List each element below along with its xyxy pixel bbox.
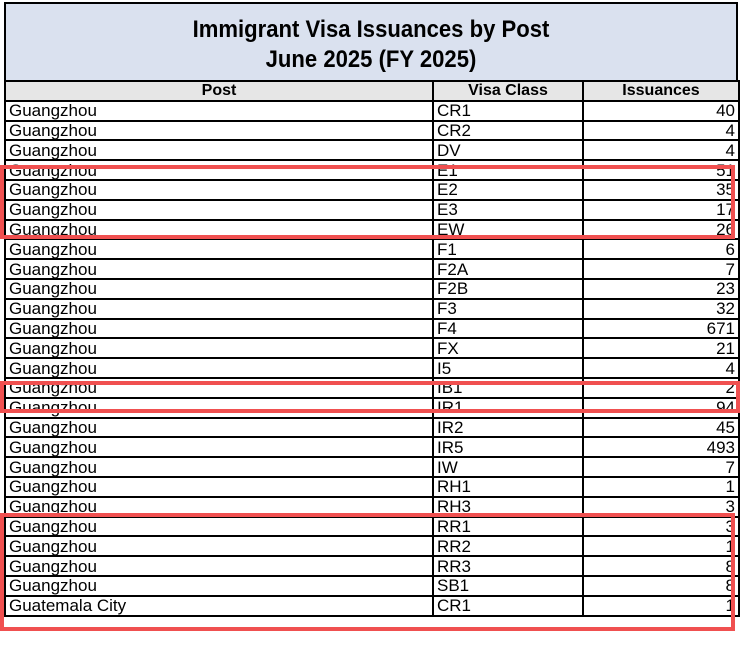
cell-visa-class: RH3 — [433, 497, 583, 517]
table-row — [5, 140, 739, 160]
cell-visa-class: IB1 — [433, 378, 583, 398]
cell-issuances: 1 — [583, 477, 739, 497]
cell-issuances: 26 — [583, 220, 739, 240]
cell-post: Guangzhou — [5, 239, 433, 259]
table-row — [5, 160, 739, 180]
table-row — [5, 536, 739, 556]
visa-issuance-document — [4, 2, 738, 617]
cell-visa-class: CR2 — [433, 121, 583, 141]
table-row — [5, 418, 739, 438]
table-row — [5, 279, 739, 299]
table-row — [5, 358, 739, 378]
cell-issuances: 7 — [583, 259, 739, 279]
header-issuances: Issuances — [583, 81, 739, 101]
table-row — [5, 239, 739, 259]
cell-post: Guangzhou — [5, 437, 433, 457]
cell-visa-class: I5 — [433, 358, 583, 378]
cell-post: Guangzhou — [5, 200, 433, 220]
table-row — [5, 497, 739, 517]
cell-post: Guangzhou — [5, 279, 433, 299]
cell-visa-class: IR2 — [433, 418, 583, 438]
cell-post: Guangzhou — [5, 180, 433, 200]
cell-post: Guangzhou — [5, 121, 433, 141]
cell-post: Guangzhou — [5, 140, 433, 160]
cell-issuances: 671 — [583, 319, 739, 339]
title-line-1: Immigrant Visa Issuances by Post — [192, 16, 550, 43]
cell-issuances: 3 — [583, 517, 739, 537]
cell-issuances: 3 — [583, 497, 739, 517]
cell-issuances: 1 — [583, 596, 739, 616]
cell-post: Guangzhou — [5, 536, 433, 556]
cell-visa-class: FX — [433, 338, 583, 358]
table-row — [5, 398, 739, 418]
cell-issuances: 45 — [583, 418, 739, 438]
cell-visa-class: IR5 — [433, 437, 583, 457]
table-row — [5, 576, 739, 596]
cell-visa-class: RH1 — [433, 477, 583, 497]
cell-post: Guangzhou — [5, 259, 433, 279]
cell-issuances: 94 — [583, 398, 739, 418]
table-row — [5, 477, 739, 497]
cell-visa-class: RR2 — [433, 536, 583, 556]
cell-post: Guangzhou — [5, 576, 433, 596]
table-row — [5, 556, 739, 576]
document-title — [4, 2, 738, 80]
cell-issuances: 17 — [583, 200, 739, 220]
cell-issuances: 23 — [583, 279, 739, 299]
cell-issuances: 4 — [583, 358, 739, 378]
cell-post: Guangzhou — [5, 160, 433, 180]
cell-visa-class: IR1 — [433, 398, 583, 418]
cell-visa-class: CR1 — [433, 101, 583, 121]
cell-visa-class: SB1 — [433, 576, 583, 596]
cell-visa-class: E3 — [433, 200, 583, 220]
table-row — [5, 220, 739, 240]
cell-post: Guatemala City — [5, 596, 433, 616]
cell-post: Guangzhou — [5, 319, 433, 339]
cell-issuances: 32 — [583, 299, 739, 319]
cell-post: Guangzhou — [5, 556, 433, 576]
table-row — [5, 319, 739, 339]
cell-visa-class: F2A — [433, 259, 583, 279]
table-row — [5, 259, 739, 279]
table-row — [5, 121, 739, 141]
cell-visa-class: CR1 — [433, 596, 583, 616]
header-post: Post — [5, 81, 433, 101]
cell-issuances: 2 — [583, 378, 739, 398]
cell-visa-class: RR1 — [433, 517, 583, 537]
header-row — [5, 81, 739, 101]
header-visa-class: Visa Class — [433, 81, 583, 101]
cell-post: Guangzhou — [5, 418, 433, 438]
table-row — [5, 457, 739, 477]
cell-issuances: 35 — [583, 180, 739, 200]
cell-issuances: 493 — [583, 437, 739, 457]
cell-post: Guangzhou — [5, 101, 433, 121]
cell-issuances: 6 — [583, 239, 739, 259]
cell-visa-class: F3 — [433, 299, 583, 319]
cell-post: Guangzhou — [5, 497, 433, 517]
table-row — [5, 596, 739, 616]
table-row — [5, 299, 739, 319]
table-row — [5, 437, 739, 457]
cell-issuances: 7 — [583, 457, 739, 477]
title-line-2: June 2025 (FY 2025) — [265, 46, 477, 73]
table-row — [5, 378, 739, 398]
cell-visa-class: IW — [433, 457, 583, 477]
table-row — [5, 180, 739, 200]
cell-issuances: 51 — [583, 160, 739, 180]
cell-issuances: 4 — [583, 121, 739, 141]
cell-issuances: 40 — [583, 101, 739, 121]
cell-visa-class: DV — [433, 140, 583, 160]
cell-visa-class: F4 — [433, 319, 583, 339]
cell-post: Guangzhou — [5, 338, 433, 358]
cell-visa-class: F1 — [433, 239, 583, 259]
cell-issuances: 1 — [583, 536, 739, 556]
cell-post: Guangzhou — [5, 378, 433, 398]
cell-post: Guangzhou — [5, 457, 433, 477]
table-row — [5, 338, 739, 358]
cell-visa-class: E1 — [433, 160, 583, 180]
table-row — [5, 517, 739, 537]
cell-visa-class: RR3 — [433, 556, 583, 576]
cell-post: Guangzhou — [5, 299, 433, 319]
cell-visa-class: F2B — [433, 279, 583, 299]
cell-visa-class: E2 — [433, 180, 583, 200]
cell-visa-class: EW — [433, 220, 583, 240]
cell-post: Guangzhou — [5, 517, 433, 537]
issuance-table — [4, 80, 740, 617]
cell-post: Guangzhou — [5, 398, 433, 418]
cell-post: Guangzhou — [5, 220, 433, 240]
table-row — [5, 200, 739, 220]
cell-issuances: 21 — [583, 338, 739, 358]
table-row — [5, 101, 739, 121]
cell-issuances: 4 — [583, 140, 739, 160]
cell-issuances: 8 — [583, 556, 739, 576]
cell-post: Guangzhou — [5, 358, 433, 378]
cell-issuances: 8 — [583, 576, 739, 596]
cell-post: Guangzhou — [5, 477, 433, 497]
